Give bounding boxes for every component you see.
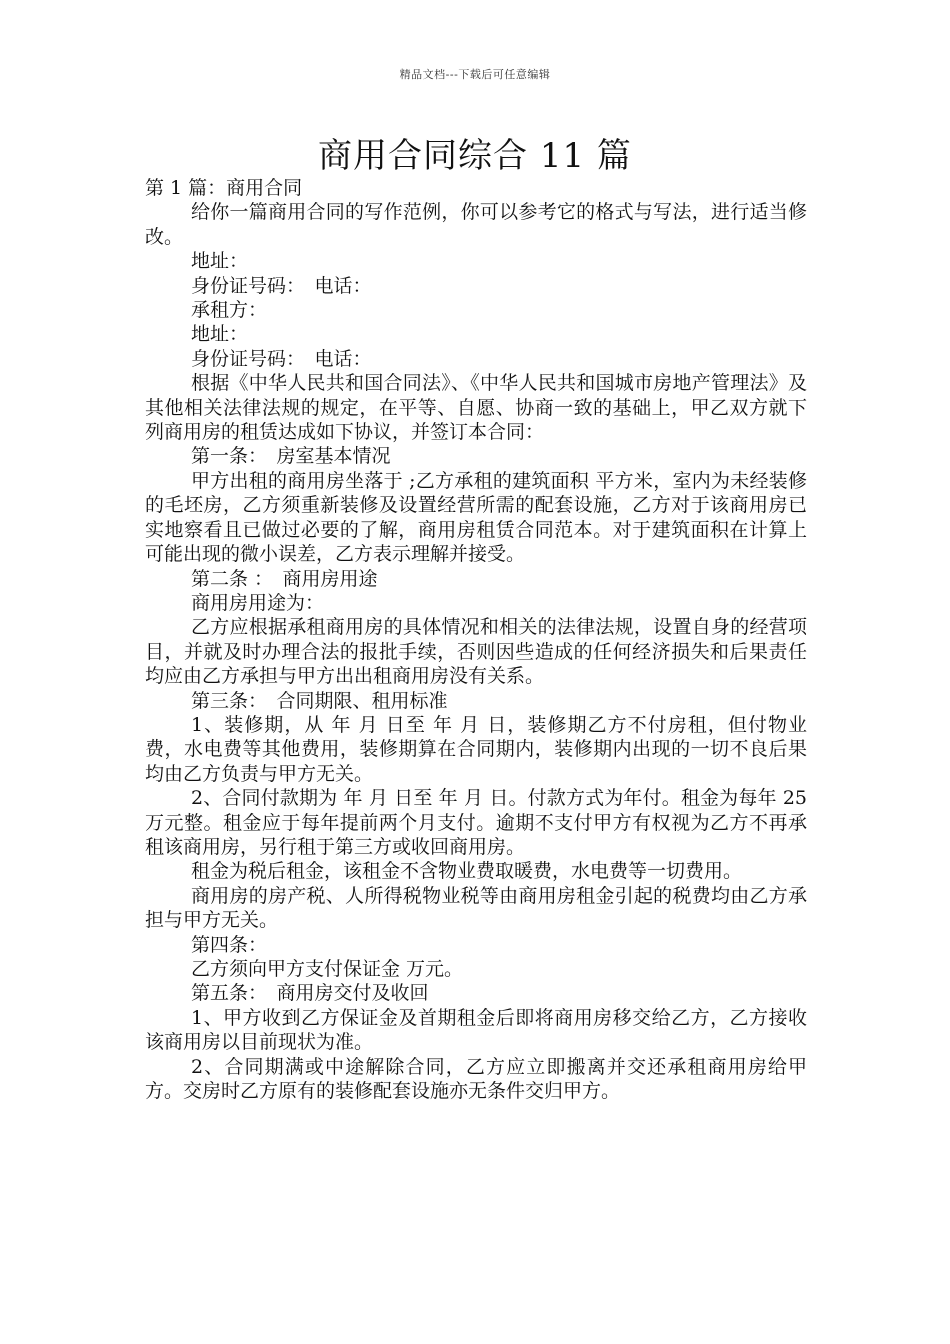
article-heading: 第二条 ： 商用房用途 [191,567,378,590]
article-heading: 第四条： [191,933,268,956]
document-body [145,176,807,1103]
id-phone-line: 身份证号码： 电话： [191,274,372,297]
article-paragraph: 商用房的房产税、人所得税物业税等由商用房租金引起的税费均由乙方承担与甲方无关。 [145,884,807,932]
article-paragraph: 2、合同付款期为 年 月 日至 年 月 日。付款方式为年付。租金为每年 25 万元整。租金应于每年提前两个月支付。逾期不支付甲方有权视为乙方不再承租该商用房，另行租于第三方或收回商用房。 [145,787,807,858]
intro-paragraph: 给你一篇商用合同的写作范例，你可以参考它的格式与写法，进行适当修改。 [145,201,807,248]
id-phone-line: 身份证号码： 电话： [191,347,372,370]
article-paragraph: 乙方应根据承租商用房的具体情况和相关的法律法规，设置自身的经营项目，并就及时办理合法的报批手续，否则因些造成的任何经济损失和后果责任均应由乙方承担与甲方出出租商用房没有关系。 [145,616,807,688]
article-paragraph: 乙方须向甲方支付保证金 万元。 [191,958,464,980]
article-heading: 第一条： 房室基本情况 [191,445,391,468]
article-paragraph: 甲方出租的商用房坐落于 ;乙方承租的建筑面积 平方米，室内为未经装修的毛坯房，乙方须重新装修及设置经营所需的配套设施，乙方对于该商用房已实地察看且已做过必要的了解，商用房租赁合同范本。对于建筑面积在计算上可能出现的微小误差，乙方表示理解并接受。 [145,469,807,566]
lessee-line: 承租方： [191,299,268,322]
legal-basis-paragraph: 根据《中华人民共和国合同法》、《中华人民共和国城市房地产管理法》及其他相关法律法规的规定，在平等、自愿、协商一致的基础上，甲乙双方就下列商用房的租赁达成如下协议，并签订本合同： [145,372,807,444]
article-paragraph: 2、合同期满或中途解除合同，乙方应立即搬离并交还承租商用房给甲方。交房时乙方原有的装修配套设施亦无条件交归甲方。 [145,1055,807,1103]
address-line: 地址： [191,323,249,346]
article-paragraph: 1、装修期，从 年 月 日至 年 月 日，装修期乙方不付房租，但付物业费，水电费等其他费用，装修期算在合同期内，装修期内出现的一切不良后果均由乙方负责与甲方无关。 [145,713,807,785]
article-paragraph: 商用房用途为： [191,591,325,614]
address-line: 地址： [191,250,249,273]
page-header-note: 精品文档---下载后可任意编辑 [399,68,551,81]
document-title: 商用合同综合 11 篇 [318,136,632,176]
article-heading: 第五条： 商用房交付及收回 [191,982,429,1005]
article-heading: 第三条： 合同期限、租用标准 [191,689,448,712]
section-heading: 第 1 篇：商用合同 [145,177,303,199]
article-paragraph: 租金为税后租金，该租金不含物业费取暖费，水电费等一切费用。 [191,860,743,883]
article-paragraph: 1、甲方收到乙方保证金及首期租金后即将商用房移交给乙方，乙方接收该商用房以目前现状为准。 [145,1006,807,1054]
